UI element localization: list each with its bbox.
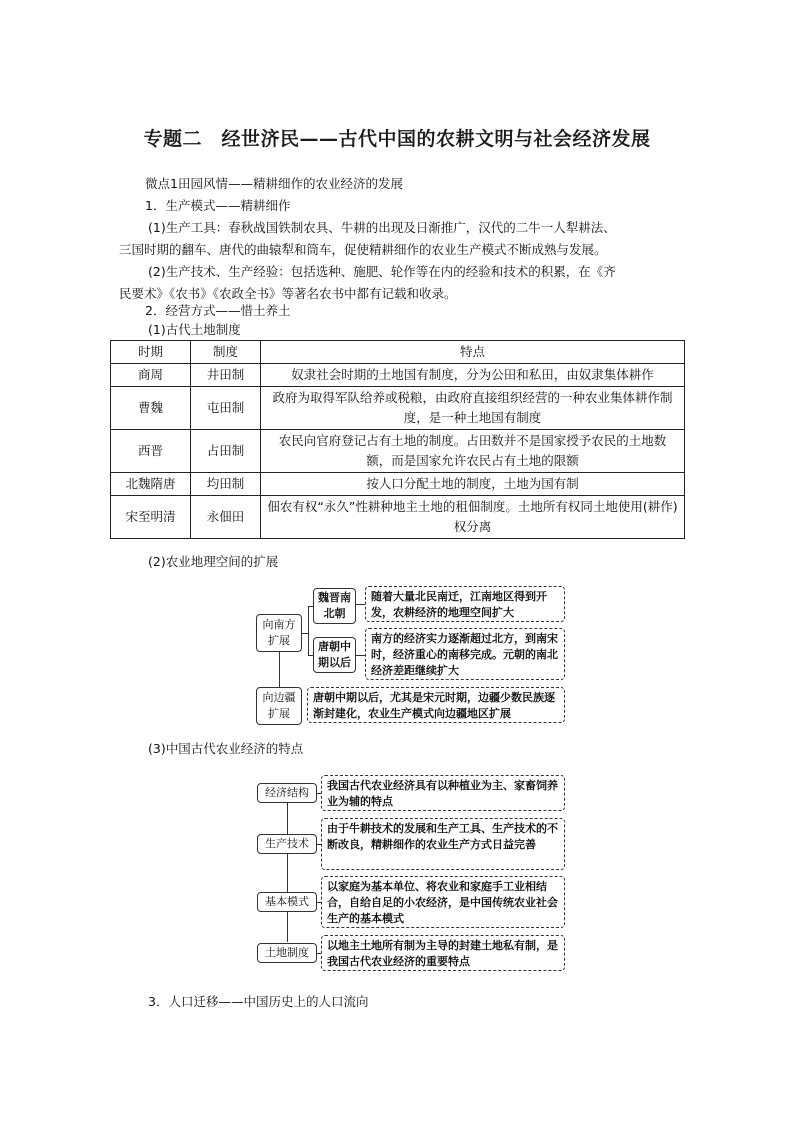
table-cell: 曹魏 [111, 387, 191, 430]
table-cell: 政府为取得军队给养或税粮，由政府直接组织经营的一种农业集体耕作制度，是一种土地国有制度 [261, 387, 685, 430]
table-row [111, 364, 685, 387]
tang-description: 南方的经济实力逐渐超过北方，到南宋时，经济重心的南移完成。元朝的南北经济差距继续扩大 [365, 628, 565, 680]
table-cell: 占田制 [191, 430, 261, 473]
table-cell: 北魏隋唐 [111, 473, 191, 496]
subtopic-heading: 微点1田园风情——精耕细作的农业经济的发展 [145, 176, 403, 191]
section-heading: 3．人口迁移——中国历史上的人口流向 [148, 994, 369, 1009]
table-cell: 商周 [111, 364, 191, 387]
basic-mode-description: 以家庭为基本单位、将农业和家庭手工业相结合，自给自足的小农经济，是中国传统农业社会生产的基本模式 [321, 876, 565, 928]
economic-structure-node: 经济结构 [257, 783, 317, 803]
connector-line [308, 655, 313, 656]
table-cell: 永佃田 [191, 496, 261, 539]
table-row [111, 496, 685, 539]
paragraph-line: 三国时期的翻车、唐代的曲辕犁和筒车，促使精耕细作的农业生产模式不断成熟与发展。 [119, 242, 607, 257]
column-header: 时期 [111, 341, 191, 364]
connector-line [287, 803, 288, 942]
table-row [111, 387, 685, 430]
land-system-description: 以地主土地所有制为主导的封建土地私有制，是我国古代农业经济的重要特点 [321, 935, 565, 971]
production-technology-node: 生产技术 [257, 834, 317, 854]
section-heading: 2．经营方式——惜土养土 [145, 303, 291, 318]
table-cell: 均田制 [191, 473, 261, 496]
page-title: 专题二 经世济民——古代中国的农耕文明与社会经济发展 [143, 128, 651, 150]
connector-line [356, 604, 365, 605]
paragraph-line: 民要术》《农书》《农政全书》等著名农书中都有记载和收录。 [119, 286, 457, 301]
basic-mode-node: 基本模式 [257, 892, 317, 912]
table-row [111, 430, 685, 473]
table-cell: 农民向官府登记占有土地的制度。占田数并不是国家授予农民的土地数额，而是国家允许农民占有土地的限额 [261, 430, 685, 473]
connector-line [279, 652, 280, 687]
land-system-table [110, 340, 685, 539]
tang-node: 唐朝中期以后 [313, 637, 356, 673]
table-header-row [111, 341, 685, 364]
table-row [111, 473, 685, 496]
border-expansion-node: 向边疆扩展 [256, 687, 302, 725]
wei-jin-node: 魏晋南北朝 [313, 588, 356, 624]
table-cell: 井田制 [191, 364, 261, 387]
table-cell: 按人口分配土地的制度，土地为国有制 [261, 473, 685, 496]
column-header: 特点 [261, 341, 685, 364]
sub-heading: (2)农业地理空间的扩展 [148, 554, 279, 569]
paragraph-line: (2)生产技术、生产经验：包括选种、施肥、轮作等在内的经验和技术的积累，在《齐 [148, 264, 616, 279]
table-cell: 西晋 [111, 430, 191, 473]
sub-heading: (3)中国古代农业经济的特点 [148, 741, 304, 756]
table-cell: 奴隶社会时期的土地国有制度，分为公田和私田，由奴隶集体耕作 [261, 364, 685, 387]
border-description: 唐朝中期以后，尤其是宋元时期，边疆少数民族逐渐封建化，农业生产模式向边疆地区扩展 [307, 687, 565, 723]
section-heading: 1．生产模式——精耕细作 [145, 198, 291, 213]
connector-line [356, 655, 365, 656]
south-expansion-node: 向南方扩展 [256, 614, 302, 652]
economic-structure-description: 我国古代农业经济具有以种植业为主、家畜饲养业为辅的特点 [321, 775, 565, 811]
table-cell: 宋至明清 [111, 496, 191, 539]
table-cell: 佃农有权“永久”性耕种地主土地的租佃制度。土地所有权同土地使用(耕作)权分离 [261, 496, 685, 539]
table-cell: 屯田制 [191, 387, 261, 430]
paragraph-line: (1)生产工具：春秋战国铁制农具、牛耕的出现及日渐推广，汉代的二牛一人犁耕法、 [148, 220, 616, 235]
connector-line [308, 606, 313, 607]
column-header: 制度 [191, 341, 261, 364]
wei-jin-description: 随着大量北民南迁，江南地区得到开发，农耕经济的地理空间扩大 [365, 586, 565, 622]
land-system-node: 土地制度 [257, 943, 317, 963]
production-technology-description: 由于牛耕技术的发展和生产工具、生产技术的不断改良，精耕细作的农业生产方式日益完善 [321, 818, 565, 870]
connector-line [308, 606, 309, 656]
sub-heading: (1)古代土地制度 [148, 322, 241, 337]
